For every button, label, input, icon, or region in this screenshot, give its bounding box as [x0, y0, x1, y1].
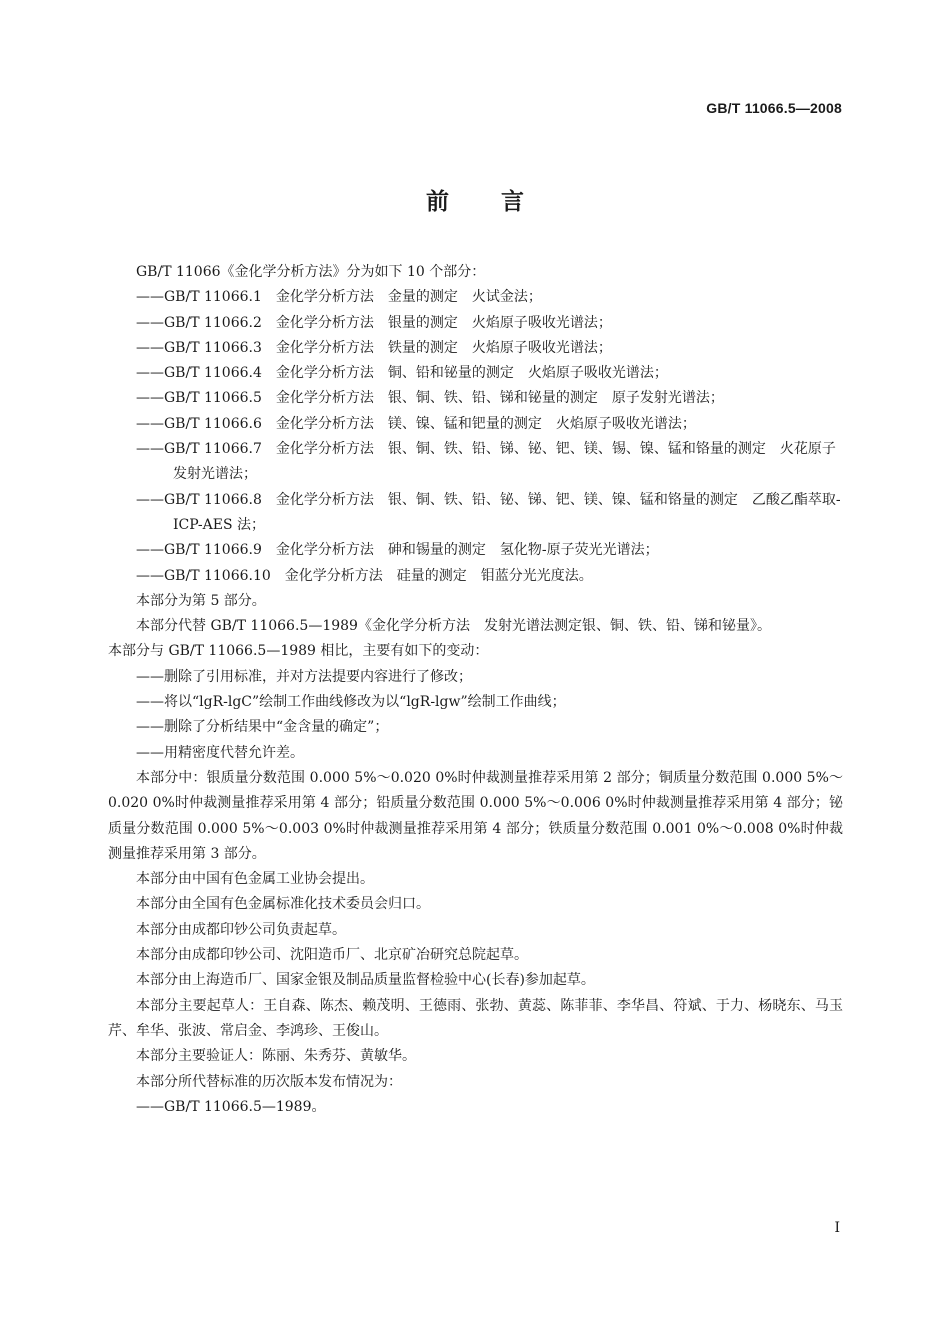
list-item: ——GB/T 11066.2 金化学分析方法 银量的测定 火焰原子吸收光谱法；: [136, 314, 612, 331]
changes-intro: 本部分与 GB/T 11066.5—1989 相比，主要有如下的变动：: [108, 643, 489, 660]
responsible-paragraph: 本部分由成都印钞公司负责起草。: [136, 921, 346, 938]
page-number: I: [834, 1220, 840, 1236]
list-item: ——GB/T 11066.7 金化学分析方法 银、铜、铁、铅、锑、铋、钯、镁、锡、镍、锰和铬量的测定 火花原子发射光谱法；: [136, 441, 836, 483]
list-item: ——GB/T 11066.6 金化学分析方法 镁、镍、锰和钯量的测定 火焰原子吸收光谱法；: [136, 415, 696, 432]
list-item: ——将以“lgR-lgC”绘制工作曲线修改为以“lgR-lgw”绘制工作曲线；: [136, 694, 566, 711]
list-item: ——GB/T 11066.1 金化学分析方法 金量的测定 火试金法；: [136, 289, 542, 306]
list-item: ——GB/T 11066.4 金化学分析方法 铜、铅和铋量的测定 火焰原子吸收光谱法；: [136, 365, 668, 382]
document-body: [108, 260, 843, 1120]
replaces-paragraph: 本部分代替 GB/T 11066.5—1989《金化学分析方法 发射光谱法测定银、铜、铁、铅、锑和铋量》。: [136, 618, 771, 635]
page-title: 前言: [426, 189, 576, 215]
list-item: ——GB/T 11066.9 金化学分析方法 砷和锡量的测定 氢化物-原子荧光光谱法；: [136, 542, 659, 559]
arbitration-paragraph: 本部分中：银质量分数范围 0.000 5%～0.020 0%时仲裁测量推荐采用第 2 部分；铜质量分数范围 0.000 5%～0.020 0%时仲裁测量推荐采用第 4 部分；铅质量分数范围 0.000 5%～0.006 0%时仲裁测量推荐采用第 4 部分；铋质量分数范围 0.000 5%～0.003 0%时仲裁测量推荐采用第 4 部分；铁质量分数范围 0.001 0%～0.008 0%时仲裁测量推荐采用第 3 部分。: [108, 769, 843, 862]
standard-code: GB/T 11066.5—2008: [706, 100, 842, 116]
list-item: ——删除了分析结果中“金含量的确定”；: [136, 719, 389, 736]
verifiers-paragraph: 本部分主要验证人：陈丽、朱秀芬、黄敏华。: [136, 1048, 416, 1065]
list-item: ——删除了引用标准，并对方法提要内容进行了修改；: [136, 668, 472, 685]
list-item: ——GB/T 11066.5—1989。: [136, 1098, 326, 1115]
list-item: ——GB/T 11066.5 金化学分析方法 银、铜、铁、铅、锑和铋量的测定 原子发射光谱法；: [136, 390, 724, 407]
drafted-paragraph: 本部分由成都印钞公司、沈阳造币厂、北京矿冶研究总院起草。: [136, 947, 528, 964]
history-intro: 本部分所代替标准的历次版本发布情况为：: [136, 1073, 402, 1090]
centralized-paragraph: 本部分由全国有色金属标准化技术委员会归口。: [136, 896, 430, 913]
list-item: ——GB/T 11066.3 金化学分析方法 铁量的测定 火焰原子吸收光谱法；: [136, 339, 612, 356]
list-item: ——GB/T 11066.10 金化学分析方法 硅量的测定 钼蓝分光光度法。: [136, 567, 593, 584]
proposed-paragraph: 本部分由中国有色金属工业协会提出。: [136, 871, 374, 888]
intro-paragraph: GB/T 11066《金化学分析方法》分为如下 10 个部分：: [136, 264, 486, 280]
participated-paragraph: 本部分由上海造币厂、国家金银及制品质量监督检验中心(长春)参加起草。: [136, 972, 595, 989]
list-item: ——用精密度代替允许差。: [136, 744, 304, 761]
part-number-paragraph: 本部分为第 5 部分。: [136, 592, 266, 609]
drafters-paragraph: 本部分主要起草人：王自森、陈杰、赖茂明、王德雨、张勃、黄蕊、陈菲菲、李华昌、符斌、于力、杨晓东、马玉芹、牟华、张波、常启金、李鸿珍、王俊山。: [108, 997, 843, 1039]
list-item: ——GB/T 11066.8 金化学分析方法 银、铜、铁、铅、铋、锑、钯、镁、镍、锰和铬量的测定 乙酸乙酯萃取-ICP-AES 法；: [136, 491, 841, 533]
